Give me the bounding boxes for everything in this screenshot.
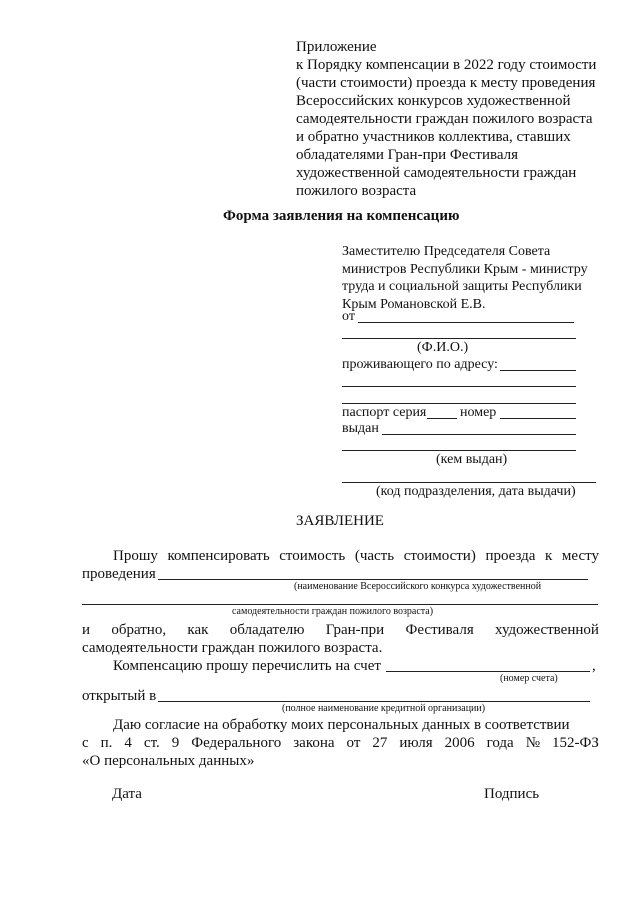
fio-caption: (Ф.И.О.) [417,340,469,355]
account-line [386,671,590,672]
contest-line [82,604,598,605]
account-text: Компенсацию прошу перечислить на счет [113,658,381,674]
passport-series-label: паспорт серия [342,405,427,420]
appendix-line: Всероссийских конкурсов художественной [296,93,571,109]
contest-caption: (наименование Всероссийского конкурса художественной [294,581,542,592]
passport-number-label: номер [460,405,497,420]
venue-line [158,579,588,580]
word: Фестиваля [405,622,474,638]
consent-line-3: «О персональных данных» [82,753,255,769]
appendix-header [296,38,596,200]
appendix-line: и обратно участников коллектива, ставших [296,129,571,145]
from-label: от [342,309,355,324]
word: к [545,548,553,564]
from-name-line [358,322,574,323]
bank-line [158,701,590,702]
code-caption: (код подразделения, дата выдачи) [376,484,576,499]
word: 9 [171,735,180,751]
word: проезда [485,548,536,564]
addressee-line: министров Республики Крым - министру [342,261,588,277]
word: месту [561,548,599,564]
bank-caption: (полное наименование кредитной организации) [282,703,486,714]
date-label: Дата [112,786,142,802]
appendix-line: (части стоимости) проезда к месту проведения [296,75,596,91]
consent-line-1: Даю согласие на обработку моих персональных данных в соответствии [113,717,570,733]
issued-label: выдан [342,421,379,436]
account-comma: , [592,658,596,674]
passport-number-line [500,418,576,419]
word: № [525,735,540,751]
form-title: Форма заявления на компенсацию [223,208,460,224]
appendix-line: самодеятельности граждан пожилого возраста [296,111,593,127]
addressee-block [342,243,588,313]
word: 152-ФЗ [551,735,599,751]
word: 27 [372,735,388,751]
word: 4 [124,735,132,751]
appendix-line: к Порядку компенсации в 2022 году стоимости [296,57,597,73]
residence-line-2 [342,386,576,387]
word: с [82,735,89,751]
appendix-line: пожилого возраста [296,183,417,199]
statement-title: ЗАЯВЛЕНИЕ [296,513,384,529]
word: от [346,735,361,751]
appendix-line: обладателями Гран-при Фестиваля [296,147,519,163]
residence-line-1 [500,370,576,371]
consent-line-2 [82,734,599,752]
word: стоимости) [403,548,476,564]
word: июля [399,735,433,751]
festival-paragraph-line-2: самодеятельности граждан пожилого возраста. [82,640,383,656]
word: обладателю [229,622,305,638]
issued-by-caption: (кем выдан) [436,452,508,467]
addressee-line: Крым Романовской Е.В. [342,296,486,312]
word: Гран-при [325,622,385,638]
addressee-line: Заместителю Председателя Совета [342,244,551,259]
word: года [486,735,514,751]
account-caption: (номер счета) [500,673,558,684]
venue-label: проведения [82,566,156,582]
word: п. [100,735,113,751]
appendix-line: Приложение [296,39,377,55]
appendix-line: художественной самодеятельности граждан [296,165,577,181]
word: (часть [354,548,395,564]
issued-line-1 [382,434,576,435]
contest-caption-2: самодеятельности граждан пожилого возраста) [232,606,434,617]
word: закона [293,735,335,751]
opened-label: открытый в [82,688,157,704]
request-paragraph-line-1 [113,547,599,565]
word: и [82,622,91,638]
signature-label: Подпись [484,786,540,802]
addressee-line: труда и социальной защиты Республики [342,279,582,294]
word: компенсировать [167,548,270,564]
word: Федерального [191,735,282,751]
word: художественной [495,622,599,638]
festival-paragraph-line-1 [82,621,599,639]
word: обратно, [111,622,167,638]
residence-label: проживающего по адресу: [342,357,498,372]
word: ст. [143,735,160,751]
word: Прошу [113,548,158,564]
word: как [187,622,209,638]
word: стоимость [279,548,346,564]
passport-series-line [427,418,457,419]
word: 2006 [444,735,475,751]
